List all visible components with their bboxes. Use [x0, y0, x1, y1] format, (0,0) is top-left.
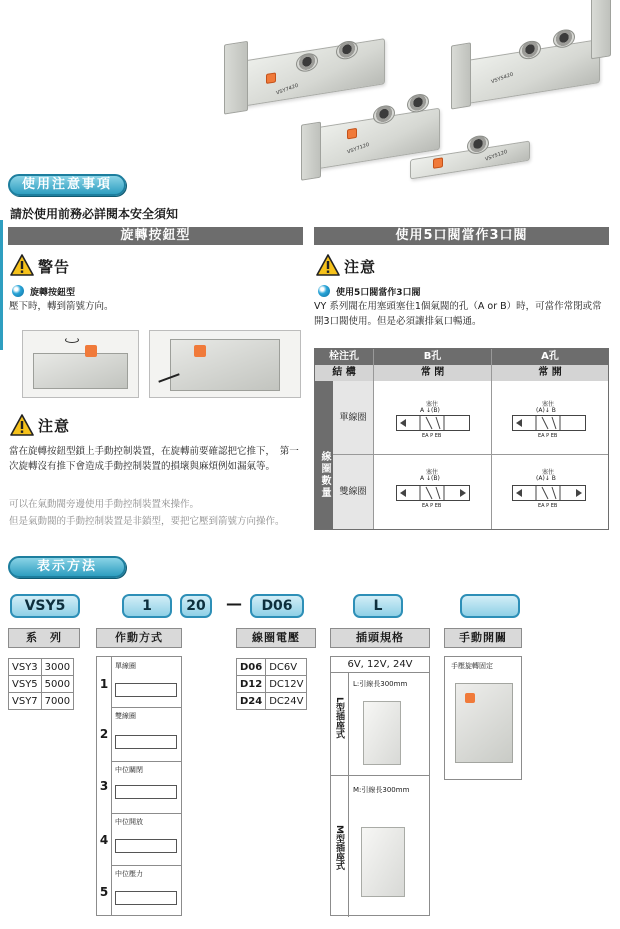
- series-code: VSY5: [9, 676, 42, 693]
- valve-port: [296, 52, 318, 73]
- ports-label: A ↓(B): [420, 475, 440, 482]
- ports-label: (A)↓ B: [536, 475, 556, 482]
- table-header-plug: 栓注孔: [315, 349, 373, 365]
- warning-icon: [10, 254, 34, 276]
- left-section-bar: 旋轉按鈕型: [8, 227, 303, 245]
- bullet-title: 旋轉按鈕型: [30, 288, 76, 298]
- valve-symbol-icon: [115, 735, 177, 749]
- operation-options: [96, 656, 182, 916]
- code-manual: [460, 594, 520, 618]
- voltage-code: D12: [237, 676, 266, 693]
- precautions-note: 請於使用前務必詳閱本安全須知: [10, 207, 179, 221]
- valve-label: VSY7420: [275, 82, 299, 97]
- manual-options: [444, 656, 522, 780]
- manual-knob-icon: [465, 693, 475, 703]
- plug-label: 塞住: [426, 469, 439, 476]
- table-header-b: B孔: [373, 349, 491, 365]
- valve-symbol-icon: [115, 785, 177, 799]
- valve-body: [235, 38, 385, 108]
- table-row: [237, 693, 307, 710]
- table-header-a: A孔: [491, 349, 608, 365]
- knob-photo-2: [149, 330, 301, 398]
- code-plug: L: [353, 594, 403, 618]
- valve-body: [460, 39, 600, 105]
- symbol-cell: [491, 455, 608, 529]
- valve-symbol-icon: [115, 839, 177, 853]
- label-operation: 作動方式: [96, 628, 182, 648]
- series-value: 3000: [41, 659, 73, 676]
- caution-heading: 注意: [38, 417, 71, 435]
- series-value: 7000: [41, 693, 73, 710]
- manual-image: [455, 683, 513, 763]
- bullet-text-right: VY 系列閥在用塞頭塞住1個氣閥的孔（A or B）時，可當作常閉或常開3口閥使用。但是必須讓排氣口暢通。: [314, 301, 602, 327]
- label-series: 系 列: [8, 628, 80, 648]
- valve-label: VSY7120: [346, 141, 370, 156]
- operation-name: 雙線圈: [115, 712, 136, 720]
- valve-symbol-icon: [396, 485, 470, 501]
- ports-bottom-label: EA P EB: [422, 433, 442, 439]
- bullet-icon: [318, 285, 330, 297]
- bullet-icon: [12, 285, 24, 297]
- operation-name: 中位壓力: [115, 870, 143, 878]
- series-table: [8, 658, 74, 710]
- plug-voltages: 6V, 12V, 24V: [331, 657, 429, 673]
- valve-coil: [301, 122, 321, 181]
- table-header-structure: 結 構: [315, 365, 373, 381]
- valve-port: [467, 134, 489, 155]
- right-section-bar: 使用5口閥當作3口閥: [314, 227, 609, 245]
- left-accent-bar: [0, 220, 3, 350]
- symbol-cell: [373, 381, 491, 455]
- operation-name: 單線圈: [115, 662, 136, 670]
- operation-number: 5: [99, 885, 109, 899]
- plug-m-side-label: M型插座式: [334, 825, 344, 870]
- valve-coil: [451, 42, 471, 109]
- caution-icon: [316, 254, 340, 276]
- ports-label: A ↓(B): [420, 407, 440, 414]
- table-row: [237, 676, 307, 693]
- plug-m-text: M:引線長300mm: [353, 786, 410, 794]
- port-usage-table: [314, 348, 609, 530]
- plug-options: [330, 656, 430, 916]
- table-nc: 常 閉: [373, 365, 491, 381]
- voltage-code: D06: [237, 659, 266, 676]
- plug-label: 塞住: [542, 469, 555, 476]
- voltage-value: DC6V: [266, 659, 307, 676]
- table-row: [9, 693, 74, 710]
- bullet-title-right: 使用5口閥當作3口閥: [336, 288, 421, 298]
- caution-note-1: 可以在氣動閥旁邊使用手動控制裝置來操作。: [9, 499, 200, 510]
- voltage-value: DC24V: [266, 693, 307, 710]
- valve-port: [519, 39, 541, 60]
- code-dash: —: [226, 594, 242, 613]
- table-no: 常 開: [491, 365, 608, 381]
- code-series: VSY5: [10, 594, 80, 618]
- operation-number: 4: [99, 833, 109, 847]
- code-size: 20: [180, 594, 212, 618]
- plug-l-side-label: L型插座式: [334, 697, 344, 739]
- ports-bottom-label: EA P EB: [538, 503, 558, 509]
- section-title-precautions: 使用注意事項: [8, 174, 126, 196]
- voltage-table: [236, 658, 307, 710]
- plug-label: 塞住: [426, 401, 439, 408]
- table-row: [9, 676, 74, 693]
- valve-label: VSY5420: [490, 71, 514, 86]
- table-row: [237, 659, 307, 676]
- voltage-value: DC12V: [266, 676, 307, 693]
- operation-number: 1: [99, 677, 109, 691]
- voltage-code: D24: [237, 693, 266, 710]
- valve-symbol-icon: [115, 891, 177, 905]
- code-voltage: D06: [250, 594, 304, 618]
- ports-bottom-label: EA P EB: [422, 503, 442, 509]
- bullet-text: 壓下時，轉到箭號方向。: [9, 301, 114, 312]
- ports-label: (A)↓ B: [536, 407, 556, 414]
- plug-label: 塞住: [542, 401, 555, 408]
- operation-number: 3: [99, 779, 109, 793]
- valve-coil: [224, 41, 248, 115]
- valve-port: [336, 39, 358, 60]
- valve-symbol-icon: [115, 683, 177, 697]
- section-title-display: 表示方法: [8, 556, 126, 578]
- manual-knob-icon: [433, 157, 443, 169]
- label-manual: 手動開關: [444, 628, 522, 648]
- warning-heading: 警告: [38, 258, 71, 276]
- valve-symbol-icon: [396, 415, 470, 431]
- valve-label: VSY5120: [484, 148, 508, 163]
- table-row: [9, 659, 74, 676]
- valve-port: [373, 104, 395, 125]
- operation-number: 2: [99, 727, 109, 741]
- table-side-label: 線圈數量: [315, 381, 333, 529]
- label-plug: 插頭規格: [330, 628, 430, 648]
- manual-text: 手壓旋轉固定: [451, 662, 493, 670]
- label-voltage: 線圈電壓: [236, 628, 316, 648]
- valve-symbol-icon: [512, 485, 586, 501]
- plug-m-image: [361, 827, 405, 897]
- operation-name: 中位關閉: [115, 766, 143, 774]
- caution-text: 當在旋轉按鈕型鎖上手動控制裝置，在旋轉前要確認把它推下， 第一次旋轉沒有推下會造成手動控制裝置的損壞與麻煩例如漏氣等。: [9, 446, 299, 472]
- table-row-double: 雙線圈: [333, 455, 373, 529]
- plug-l-image: [363, 701, 401, 765]
- symbol-cell: [373, 455, 491, 529]
- knob-photo-1: [22, 330, 139, 398]
- series-value: 5000: [41, 676, 73, 693]
- valve-port: [407, 92, 429, 113]
- caution-icon: [10, 414, 34, 436]
- table-row-single: 單線圈: [333, 381, 373, 455]
- plug-l-text: L:引線長300mm: [353, 680, 408, 688]
- manual-knob-icon: [266, 72, 276, 84]
- valve-coil: [591, 0, 611, 59]
- caution-heading-right: 注意: [344, 258, 377, 276]
- series-code: VSY3: [9, 659, 42, 676]
- valve-port: [553, 28, 575, 49]
- symbol-cell: [491, 381, 608, 455]
- ports-bottom-label: EA P EB: [538, 433, 558, 439]
- valve-symbol-icon: [512, 415, 586, 431]
- product-photo: [225, 0, 620, 170]
- code-operation: 1: [122, 594, 172, 618]
- operation-name: 中位開放: [115, 818, 143, 826]
- caution-note-2: 但是氣動閥的手動控制裝置是非鎖型，要把它壓到箭號方向操作。: [9, 516, 285, 527]
- series-code: VSY7: [9, 693, 42, 710]
- manual-knob-icon: [347, 128, 357, 140]
